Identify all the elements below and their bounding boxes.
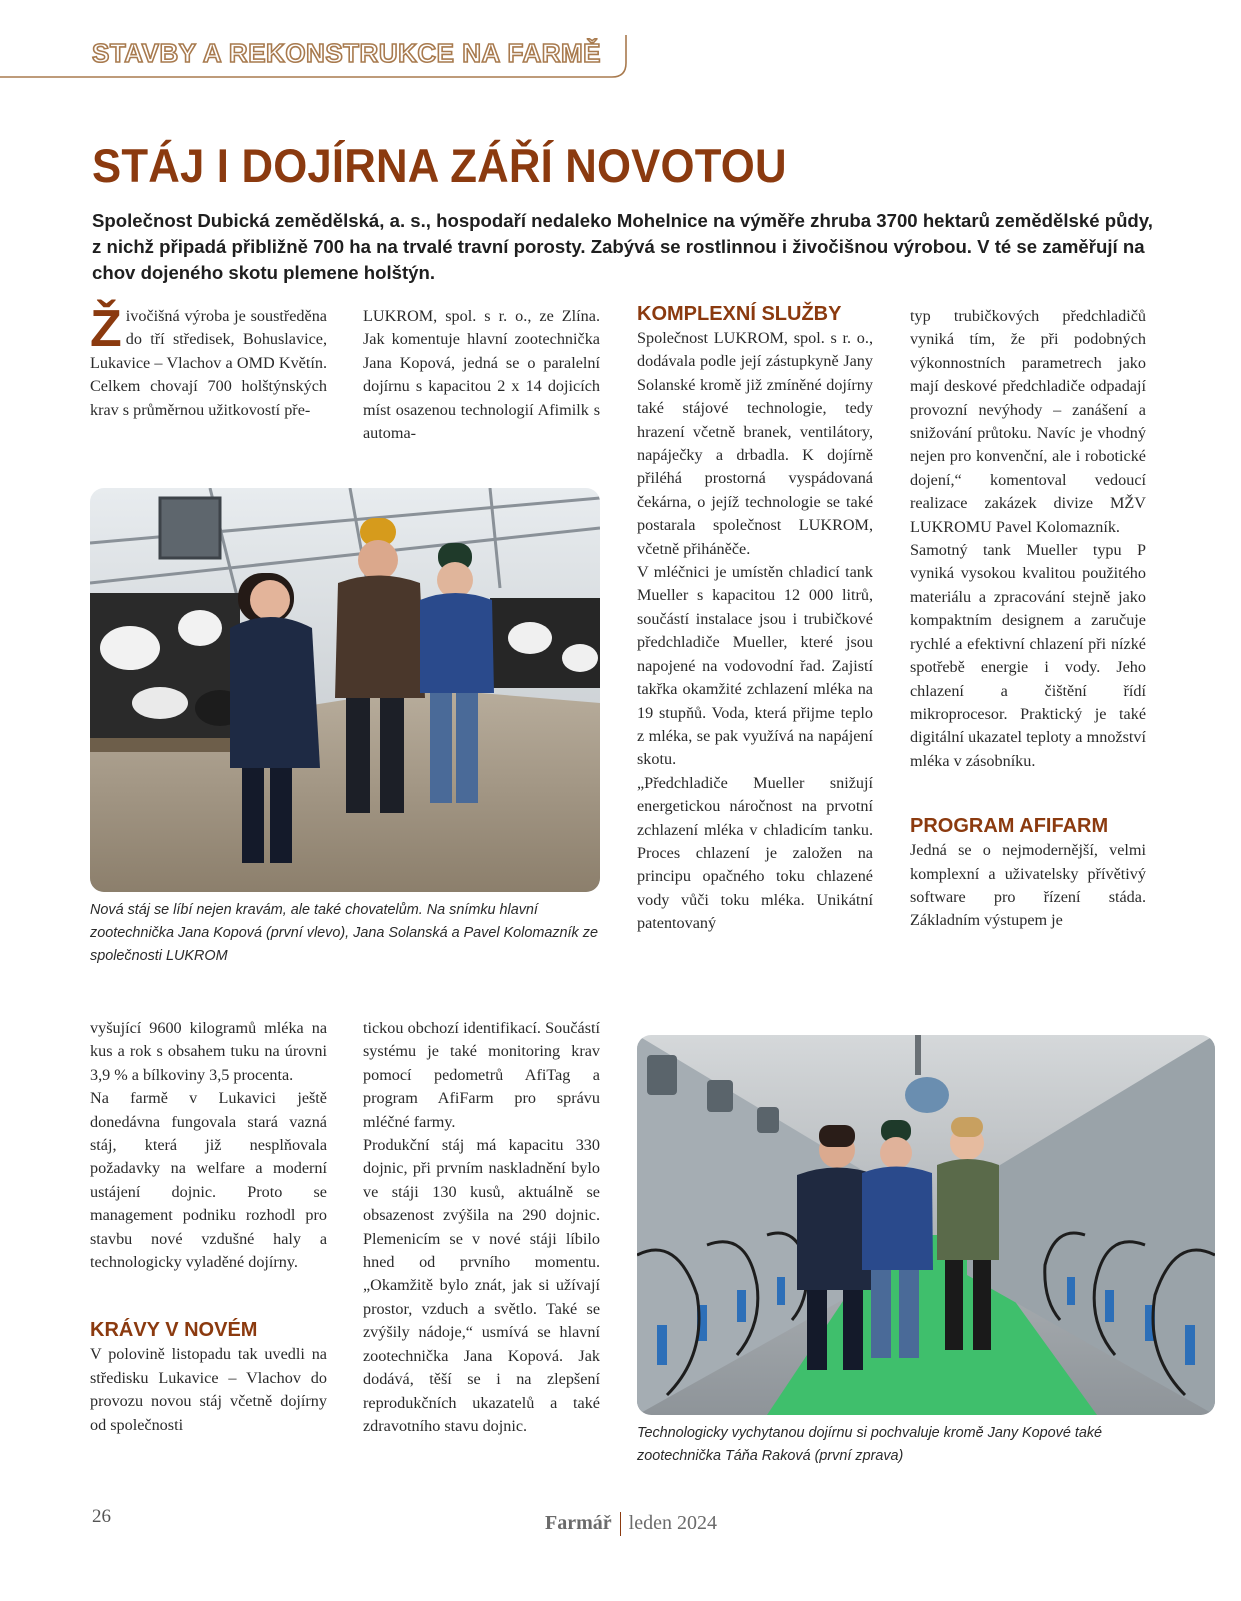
section-label: STAVBY A REKONSTRUKCE NA FARMĚ <box>92 38 602 68</box>
column-2-top <box>363 305 600 445</box>
paragraph: ivočišná výroba je soustředěna do tří středisek, Bohuslavice, Lukavice – Vlachov a OMD Květín. Celkem chovají 700 holštýnských krav s průměrnou užitkovostí pře- <box>90 307 327 419</box>
photo-caption-parlour: Technologicky vychytanou dojírnu si pochvaluje kromě Jany Kopové také zootechnička Táňa Raková (první zprava) <box>637 1425 1103 1464</box>
paragraph: LUKROM, spol. s r. o., ze Zlína. Jak komentuje hlavní zootechnička Jana Kopová, jedná se o paralelní dojírnu s kapacitou 2 x 14 dojicích míst osazenou technologií Afimilk s automa- <box>363 307 600 443</box>
paragraph: tickou obchozí identifikací. Součástí systému je také monitoring krav pomocí pedometrů AfiTag a program AfiFarm pro správu mléčné farmy. <box>363 1019 600 1131</box>
paragraph: Produkční stáj má kapacitu 330 dojnic, při prvním naskladnění bylo ve stáji 130 kusů, aktuálně se obsazenost zvýšila na 290 dojnic. Plemenicím se v nové stáji líbilo hned od prvního momentu. „Okamžitě bylo znát, jak si užívají prostor, vzduch a světlo. Také se zvýšily nádoje,“ usmívá se hlavní zootechnička Jana Kopová. Jak dodává, těší se i na zlepšení reprodukčních ukazatelů a také zdravotního stavu dojnic. <box>363 1136 600 1435</box>
paragraph: Na farmě v Lukavici ještě donedávna fungovala stará vazná stáj, která již nesplňovala požadavky na welfare a moderní ustájení dojnic. Proto se management podniku rozhodl pro stavbu nové vzdušné haly a technologicky vyladěné dojírny. <box>90 1089 327 1272</box>
column-1-top <box>90 300 327 422</box>
column-4 <box>910 305 1146 933</box>
magazine-name: Farmář <box>545 1512 612 1534</box>
paragraph: vyšující 9600 kilogramů mléka na kus a rok s obsahem tuku na úrovni 3,9 % a bílkoviny 3,5 procenta. <box>90 1019 327 1084</box>
paragraph: Jedná se o nejmodernější, velmi komplexní a uživatelsky přívětivý software pro řízení stáda. Základním výstupem je <box>910 841 1146 930</box>
paragraph: Společnost LUKROM, spol. s r. o., dodávala podle její zástupkyně Jany Solanské kromě již zmíněné dojírny také stájové technologie, tedy hrazení včetně branek, ventilátory, napáječky a drbadla. K dojírně přiléhá prostorná vyspádovaná čekárna, o jejíž technologie se také postarala společnost LUKROM, včetně přiháněče. <box>637 329 873 558</box>
section-header <box>0 30 640 82</box>
issue-date: leden 2024 <box>628 1512 717 1534</box>
column-1-bottom <box>90 1017 327 1437</box>
drop-cap: Ž <box>90 300 122 358</box>
subheading-kravy-v-novem: KRÁVY V NOVÉM <box>90 1319 258 1342</box>
footer-divider <box>620 1512 621 1536</box>
page-number: 26 <box>92 1506 111 1527</box>
paragraph: „Předchladiče Mueller snižují energetickou náročnost na prvotní zchlazení mléka v chladicím tanku. Proces chlazení je založen na principu opačného toku chlazené vody vůči toku mléka. Unikátní patentovaný <box>637 773 873 933</box>
paragraph: V mléčnici je umístěn chladicí tank Mueller s kapacitou 12 000 litrů, součástí instalace jsou i trubičkové předchladiče Mueller, které jsou napojené na vodovodní řad. Zajistí takřka okamžité zchlazení mléka na 19 stupňů. Voda, která přijme teplo z mléka, se pak využívá na napájení skotu. <box>637 563 873 769</box>
subheading-komplexni-sluzby: KOMPLEXNÍ SLUŽBY <box>637 303 842 325</box>
paragraph: Samotný tank Mueller typu P vyniká vysokou kvalitou použitého materiálu a zpracování stejně jako kompaktním designem a zaručuje rychlé a efektivní chlazení při nízké spotřebě energie i vody. Jeho chlazení a čištění řídí mikroprocesor. Praktický je také digitální ukazatel teploty a množství mléka v zásobníku. <box>910 541 1146 770</box>
footer-masthead <box>545 1512 717 1536</box>
subheading-program-afifarm: PROGRAM AFIFARM <box>910 815 1109 838</box>
column-3 <box>637 301 873 936</box>
photo-milking-parlour <box>637 1035 1215 1415</box>
paragraph: typ trubičkových předchladičů vyniká tím, že při podobných výkonnostních parametrech jako mají deskové předchladiče odpadají provozní nevýhody – zanášení a snižování průtoku. Navíc je vhodný nejen pro konvenční, ale i robotické dojení,“ komentoval vedoucí realizace zakázek divize MŽV LUKROMU Pavel Kolomazník. <box>910 307 1146 536</box>
article-lead: Společnost Dubická zemědělská, a. s., hospodaří nedaleko Mohelnice na výměře zhruba 3700 hektarů zemědělské půdy, z nichž připadá přibližně 700 ha na trvalé travní porosty. Zabývá se rostlinnou i živočišnou výrobou. V té se zaměřují na chov dojeného skotu plemene holštýn. <box>92 210 1153 283</box>
photo-barn <box>90 488 600 892</box>
paragraph: V polovině listopadu tak uvedli na středisku Lukavice – Vlachov do provozu novou stáj včetně dojírny od společnosti <box>90 1345 327 1434</box>
photo-caption-barn: Nová stáj se líbí nejen kravám, ale také chovatelům. Na snímku hlavní zootechnička Jana Kopová (první vlevo), Jana Solanská a Pavel Kolomazník ze společnosti LUKROM <box>90 902 598 964</box>
article-title: STÁJ I DOJÍRNA ZÁŘÍ NOVOTOU <box>92 139 787 192</box>
column-2-bottom <box>363 1017 600 1438</box>
